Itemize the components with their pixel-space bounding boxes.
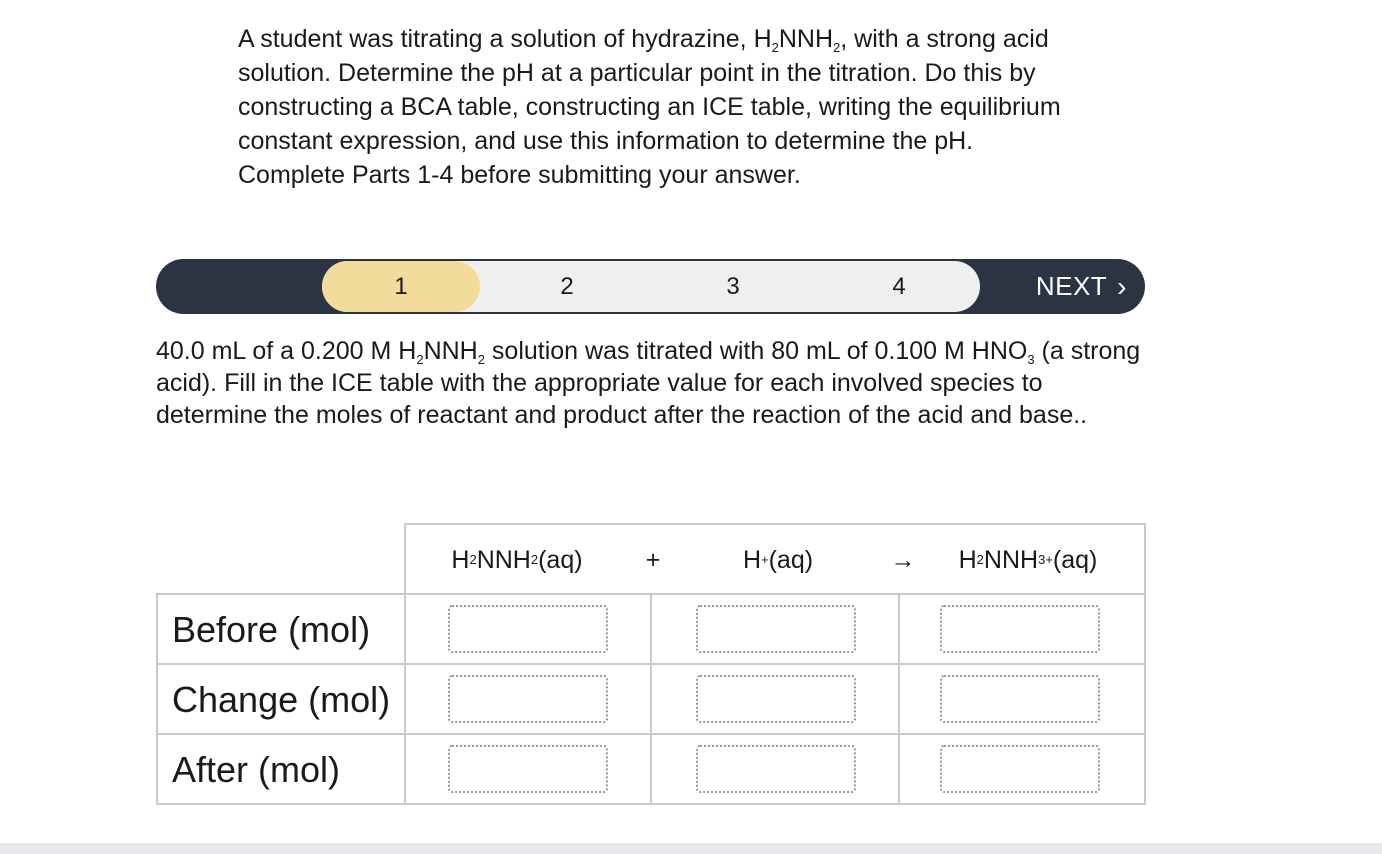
header-plus-sign: + [645,545,661,574]
change-hydrogen-ion-input[interactable] [696,675,856,723]
cell-change-hydrogen-ion [652,665,900,735]
change-hydrazine-input[interactable] [448,675,608,723]
row-label-before: Before (mol) [158,595,406,665]
step-4-tab[interactable]: 4 [892,272,906,300]
cell-before-hydrazinium [900,595,1144,665]
cell-after-hydrogen-ion [652,735,900,805]
intro-text: A student was titrating a solution of hydrazine, $H_2NNH_2$, with a strong acid solution. Determine the pH at a particular point in the titration. Do this by constructing a BCA table, constructing an ICE table, writing the equilibrium constant expression, and use this information to determine the pH. Complete Parts 1-4 before submitting your answer. [238,25,1061,189]
after-hydrogen-ion-input[interactable] [696,745,856,793]
header-hydrazinium: H 2 NNH 3 + (aq) [958,545,1098,574]
cell-change-hydrazinium [900,665,1144,735]
step-track [322,261,980,312]
after-hydrazinium-input[interactable] [940,745,1100,793]
header-hydrogen-ion: H + (aq) [742,545,814,574]
cell-change-hydrazine [406,665,652,735]
cell-before-hydrogen-ion [652,595,900,665]
before-hydrogen-ion-input[interactable] [696,605,856,653]
after-hydrazine-input[interactable] [448,745,608,793]
cell-before-hydrazine [406,595,652,665]
bottom-strip [0,843,1382,854]
row-label-change: Change (mol) [158,665,406,735]
before-hydrazinium-input[interactable] [940,605,1100,653]
change-hydrazinium-input[interactable] [940,675,1100,723]
step-1-tab[interactable]: 1 [322,261,480,312]
ice-table-header [404,523,1146,595]
chevron-right-icon: › [1117,270,1127,302]
next-label: NEXT [1035,271,1108,301]
question-text: 40.0 mL of a 0.200 M $H_2NNH_2$ solution was titrated with 80 mL of 0.100 M $HNO_3$ (a strong acid). Fill in the ICE table with the appropriate value for each involved species to determine the moles of reactant and product after the reaction of the acid and base.. [156,337,1141,429]
ice-table [156,593,1146,805]
cell-after-hydrazine [406,735,652,805]
header-arrow: → [890,545,916,574]
row-label-after: After (mol) [158,735,406,805]
header-hydrazine: H 2 NNH 2 (aq) [451,545,583,574]
next-button[interactable] [1036,259,1127,314]
step-3-tab[interactable]: 3 [726,272,740,300]
step-navigation [156,259,1145,314]
table-row-change [158,665,1144,735]
step-2-tab[interactable]: 2 [560,272,574,300]
before-hydrazine-input[interactable] [448,605,608,653]
cell-after-hydrazinium [900,735,1144,805]
table-row-after [158,735,1144,805]
table-row-before [158,595,1144,665]
